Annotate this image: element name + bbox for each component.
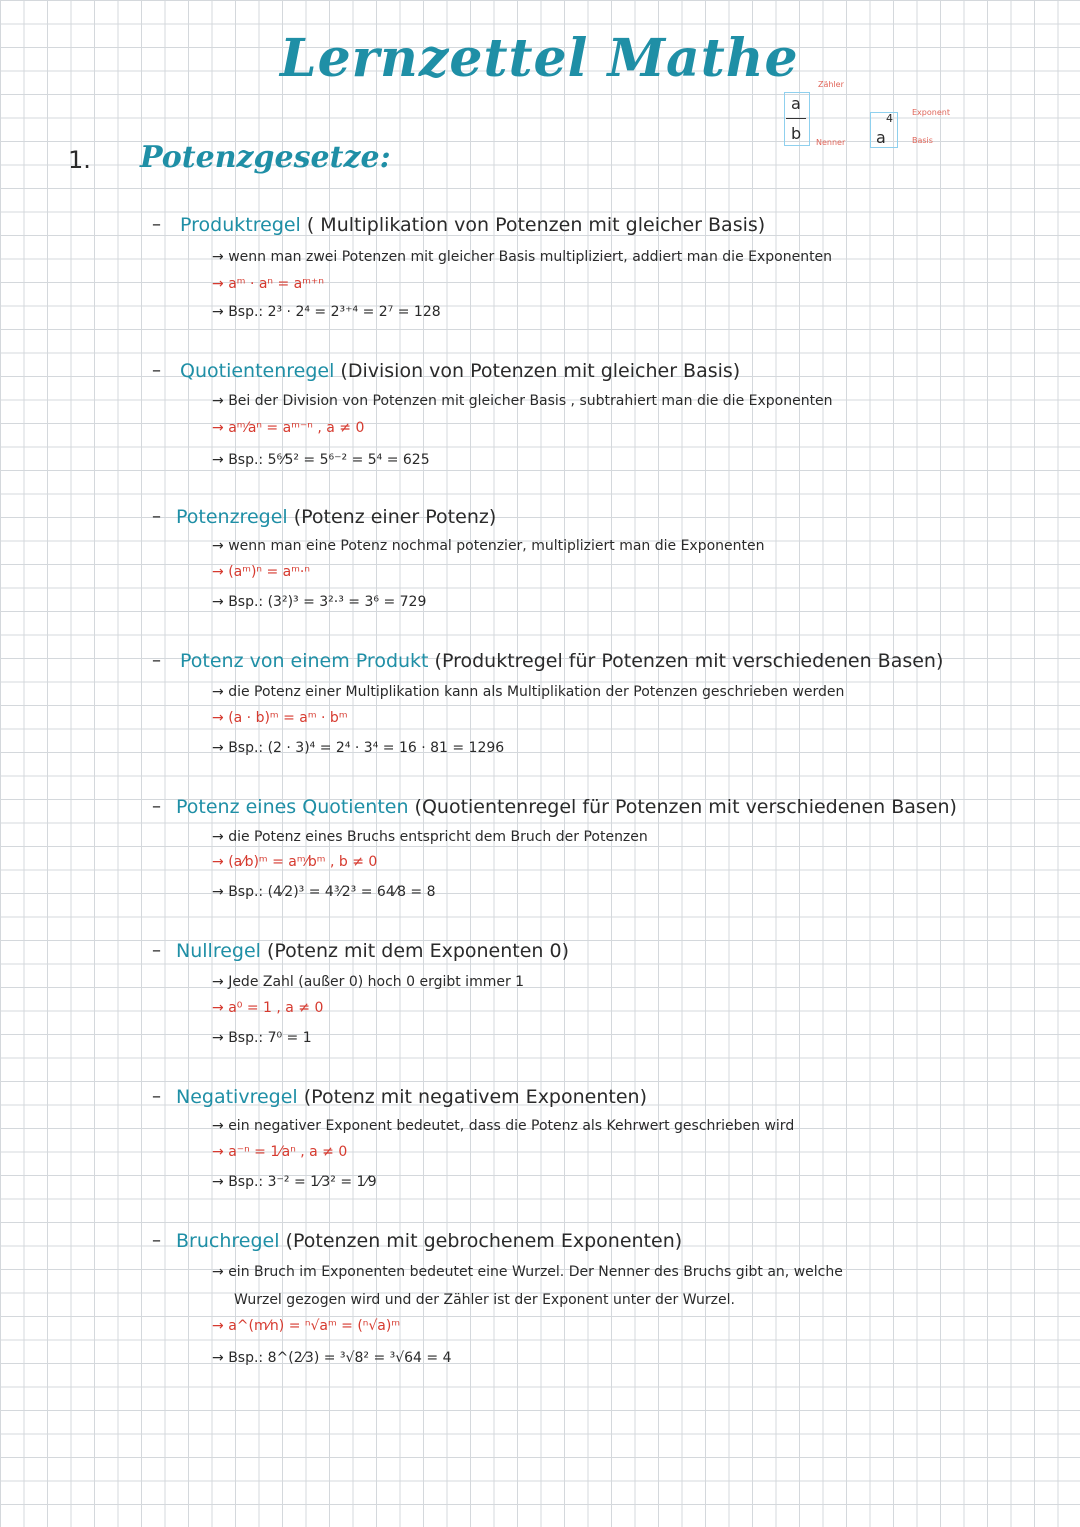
rule-description: → Bei der Division von Potenzen mit gleicher Basis , subtrahiert man die die Exponenten: [212, 393, 833, 409]
rule-subtitle: ( Multiplikation von Potenzen mit gleicher Basis): [306, 214, 766, 236]
rule-subtitle: (Potenzen mit gebrochenem Exponenten): [285, 1230, 683, 1252]
description-text: die Potenz einer Multiplikation kann als Multiplikation der Potenzen geschrieben werden: [228, 684, 845, 700]
legend-fraction-bottom: b: [791, 124, 802, 143]
formula-text: a⁻ⁿ = 1⁄aⁿ , a ≠ 0: [228, 1144, 348, 1160]
section-number: 1.: [68, 146, 91, 174]
page-title: Lernzettel Mathe: [280, 28, 799, 89]
description-text: Jede Zahl (außer 0) hoch 0 ergibt immer 1: [228, 974, 525, 990]
rule-subtitle: (Division von Potenzen mit gleicher Basis): [340, 360, 741, 382]
bullet-dash: –: [152, 650, 161, 671]
example-text: Bsp.: 8^(2⁄3) = ³√8² = ³√64 = 4: [228, 1350, 452, 1366]
rule-title: [176, 1086, 647, 1108]
rule-title: [176, 1230, 682, 1252]
legend-power-exp: 4: [886, 112, 893, 125]
formula-text: aᵐ · aⁿ = aᵐ⁺ⁿ: [228, 276, 324, 292]
rule-formula: → aᵐ⁄aⁿ = aᵐ⁻ⁿ , a ≠ 0: [212, 420, 365, 436]
description-text: ein negativer Exponent bedeutet, dass die Potenz als Kehrwert geschrieben wird: [228, 1118, 795, 1134]
formula-text: (aᵐ)ⁿ = aᵐ·ⁿ: [228, 564, 310, 580]
bullet-dash: –: [152, 360, 161, 381]
formula-text: (a · b)ᵐ = aᵐ · bᵐ: [228, 710, 348, 726]
rule-name: Quotientenregel: [180, 360, 335, 382]
rule-name: Potenzregel: [176, 506, 288, 528]
bullet-dash: –: [152, 1086, 161, 1107]
rule-example: → Bsp.: 2³ · 2⁴ = 2³⁺⁴ = 2⁷ = 128: [212, 304, 441, 320]
legend-fraction-top: a: [791, 94, 801, 113]
rule-description: → wenn man zwei Potenzen mit gleicher Basis multipliziert, addiert man die Exponenten: [212, 249, 833, 265]
rule-name: Bruchregel: [176, 1230, 280, 1252]
rule-title: [180, 214, 765, 236]
rule-description: → die Potenz einer Multiplikation kann als Multiplikation der Potenzen geschrieben werden: [212, 684, 845, 700]
rule-description: → wenn man eine Potenz nochmal potenzier, multipliziert man die Exponenten: [212, 538, 765, 554]
rule-description: → ein negativer Exponent bedeutet, dass die Potenz als Kehrwert geschrieben wird: [212, 1118, 795, 1134]
bullet-dash: –: [152, 940, 161, 961]
example-text: Bsp.: 3⁻² = 1⁄3² = 1⁄9: [228, 1174, 377, 1190]
description-text: Bei der Division von Potenzen mit gleicher Basis , subtrahiert man die die Exponenten: [228, 393, 833, 409]
rule-name: Produktregel: [180, 214, 301, 236]
rule-description-2: Wurzel gezogen wird und der Zähler ist der Exponent unter der Wurzel.: [234, 1292, 735, 1308]
rule-formula: → a⁻ⁿ = 1⁄aⁿ , a ≠ 0: [212, 1144, 348, 1160]
fraction-bar: [786, 118, 806, 119]
rule-subtitle: (Potenz mit negativem Exponenten): [303, 1086, 647, 1108]
rule-subtitle: (Quotientenregel für Potenzen mit verschiedenen Basen): [414, 796, 957, 818]
rule-name: Potenz von einem Produkt: [180, 650, 429, 672]
example-text: Bsp.: 5⁶⁄5² = 5⁶⁻² = 5⁴ = 625: [228, 452, 430, 468]
rule-title: [180, 650, 943, 672]
legend-label-zaehler: Zähler: [818, 80, 844, 89]
rule-description: → die Potenz eines Bruchs entspricht dem Bruch der Potenzen: [212, 829, 648, 845]
legend-power-base: a: [876, 128, 886, 147]
rule-formula: → (aᵐ)ⁿ = aᵐ·ⁿ: [212, 564, 310, 580]
bullet-dash: –: [152, 214, 161, 235]
legend-label-exponent: Exponent: [912, 108, 950, 117]
rule-subtitle: (Produktregel für Potenzen mit verschiedenen Basen): [434, 650, 944, 672]
rule-subtitle: (Potenz mit dem Exponenten 0): [266, 940, 569, 962]
rule-name: Negativregel: [176, 1086, 298, 1108]
legend-label-basis: Basis: [912, 136, 933, 145]
rule-formula: → (a · b)ᵐ = aᵐ · bᵐ: [212, 710, 348, 726]
rule-title: [176, 796, 957, 818]
example-text: Bsp.: (2 · 3)⁴ = 2⁴ · 3⁴ = 16 · 81 = 1296: [228, 740, 505, 756]
example-text: Bsp.: (4⁄2)³ = 4³⁄2³ = 64⁄8 = 8: [228, 884, 436, 900]
rule-example: → Bsp.: 8^(2⁄3) = ³√8² = ³√64 = 4: [212, 1350, 452, 1366]
section-title: Potenzgesetze:: [140, 140, 391, 175]
rule-example: → Bsp.: 5⁶⁄5² = 5⁶⁻² = 5⁴ = 625: [212, 452, 430, 468]
rule-example: → Bsp.: 7⁰ = 1: [212, 1030, 312, 1046]
formula-text: a^(m⁄n) = ⁿ√aᵐ = (ⁿ√a)ᵐ: [228, 1318, 401, 1334]
rule-name: Potenz eines Quotienten: [176, 796, 409, 818]
formula-text: aᵐ⁄aⁿ = aᵐ⁻ⁿ , a ≠ 0: [228, 420, 365, 436]
rule-title: [176, 506, 496, 528]
rule-formula: → a⁰ = 1 , a ≠ 0: [212, 1000, 324, 1016]
bullet-dash: –: [152, 506, 161, 527]
formula-text: a⁰ = 1 , a ≠ 0: [228, 1000, 324, 1016]
rule-formula: → a^(m⁄n) = ⁿ√aᵐ = (ⁿ√a)ᵐ: [212, 1318, 401, 1334]
rule-title: [176, 940, 569, 962]
example-text: Bsp.: 7⁰ = 1: [228, 1030, 312, 1046]
rule-example: → Bsp.: (4⁄2)³ = 4³⁄2³ = 64⁄8 = 8: [212, 884, 436, 900]
rule-formula: → aᵐ · aⁿ = aᵐ⁺ⁿ: [212, 276, 324, 292]
description-text: wenn man zwei Potenzen mit gleicher Basis multipliziert, addiert man die Exponenten: [228, 249, 833, 265]
description-text: wenn man eine Potenz nochmal potenzier, multipliziert man die Exponenten: [228, 538, 765, 554]
bullet-dash: –: [152, 796, 161, 817]
description-text: ein Bruch im Exponenten bedeutet eine Wurzel. Der Nenner des Bruchs gibt an, welche: [228, 1264, 843, 1280]
rule-subtitle: (Potenz einer Potenz): [293, 506, 497, 528]
rule-formula: → (a⁄b)ᵐ = aᵐ⁄bᵐ , b ≠ 0: [212, 854, 378, 870]
example-text: Bsp.: 2³ · 2⁴ = 2³⁺⁴ = 2⁷ = 128: [228, 304, 441, 320]
legend-label-nenner: Nenner: [816, 138, 846, 147]
rule-example: → Bsp.: (2 · 3)⁴ = 2⁴ · 3⁴ = 16 · 81 = 1296: [212, 740, 505, 756]
rule-example: → Bsp.: (3²)³ = 3²·³ = 3⁶ = 729: [212, 594, 427, 610]
rule-description: → ein Bruch im Exponenten bedeutet eine Wurzel. Der Nenner des Bruchs gibt an, welche: [212, 1264, 843, 1280]
formula-text: (a⁄b)ᵐ = aᵐ⁄bᵐ , b ≠ 0: [228, 854, 378, 870]
rule-description: → Jede Zahl (außer 0) hoch 0 ergibt immer 1: [212, 974, 525, 990]
rule-title: [180, 360, 740, 382]
bullet-dash: –: [152, 1230, 161, 1251]
rule-example: → Bsp.: 3⁻² = 1⁄3² = 1⁄9: [212, 1174, 377, 1190]
description-text: die Potenz eines Bruchs entspricht dem Bruch der Potenzen: [228, 829, 648, 845]
example-text: Bsp.: (3²)³ = 3²·³ = 3⁶ = 729: [228, 594, 427, 610]
rule-name: Nullregel: [176, 940, 261, 962]
